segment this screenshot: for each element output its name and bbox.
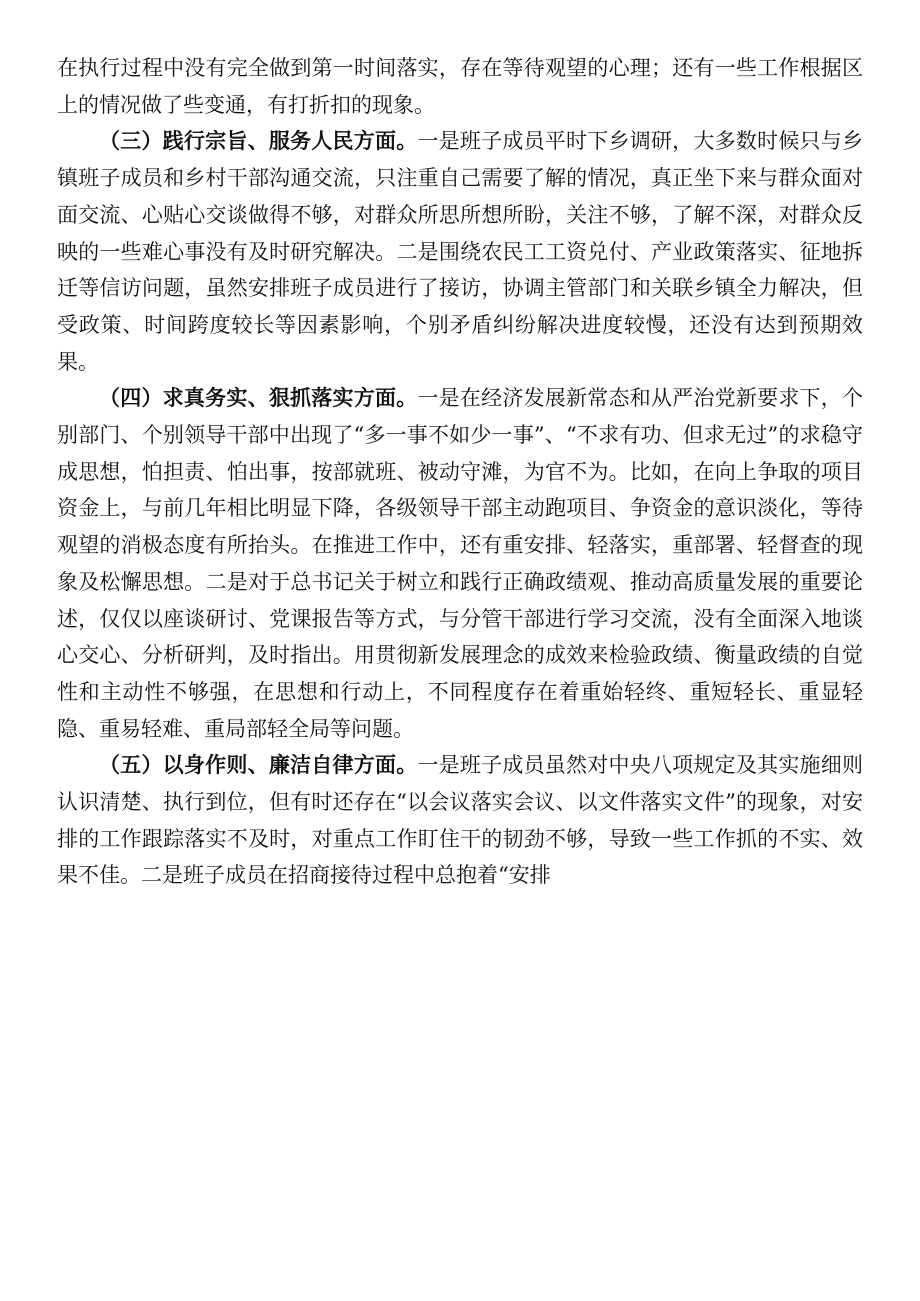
- paragraph-body: 一是班子成员平时下乡调研，大多数时候只与乡镇班子成员和乡村干部沟通交流，只注重自己需要了解的情况，真正坐下来与群众面对面交流、心贴心交谈做得不够，对群众所思所想所盼，关注不够，了解不深，对群众反映的一些难心事没有及时研究解决。二是围绕农民工工资兑付、产业政策落实、征地拆迁等信访问题，虽然安排班子成员进行了接访，协调主管部门和关联乡镇全力解决，但受政策、时间跨度较长等因素影响，个别矛盾纠纷解决进度较慢，还没有达到预期效果。: [57, 129, 864, 374]
- section-heading: （四）求真务实、狠抓落实方面。: [99, 385, 418, 411]
- paragraph-body: 一是在经济发展新常态和从严治党新要求下，个别部门、个别领导干部中出现了“多一事不如少一事”、“不求有功、但求无过”的求稳守成思想，怕担责、怕出事，按部就班、被动守滩，为官不为。比如，在向上争取的项目资金上，与前几年相比明显下降，各级领导干部主动跑项目、争资金的意识淡化，等待观望的消极态度有所抬头。在推进工作中，还有重安排、轻落实，重部署、轻督查的现象及松懈思想。二是对于总书记关于树立和践行正确政绩观、推动高质量发展的重要论述，仅仅以座谈研讨、党课报告等方式，与分管干部进行学习交流，没有全面深入地谈心交心、分析研判，及时指出。用贯彻新发展理念的成效来检验政绩、衡量政绩的自觉性和主动性不够强，在思想和行动上，不同程度存在着重始轻终、重短轻长、重显轻隐、重易轻难、重局部轻全局等问题。: [57, 386, 864, 741]
- section-heading: （五）以身作则、廉洁自律方面。: [99, 752, 418, 778]
- paragraph-section-5: [57, 747, 863, 894]
- paragraph-continuation: [57, 50, 863, 123]
- paragraph-body: 一是班子成员虽然对中央八项规定及其实施细则认识清楚、执行到位，但有时还存在“以会议落实会议、以文件落实文件”的现象，对安排的工作跟踪落实不及时，对重点工作盯住干的韧劲不够，导致一些工作抓的不实、效果不佳。二是班子成员在招商接待过程中总抱着“安排: [57, 753, 864, 888]
- section-heading: （三）践行宗旨、服务人民方面。: [99, 128, 418, 154]
- paragraph-section-3: [57, 123, 863, 380]
- paragraph-section-4: [57, 380, 863, 747]
- document-page: [57, 50, 863, 894]
- paragraph-body: 在执行过程中没有完全做到第一时间落实，存在等待观望的心理；还有一些工作根据区上的情况做了些变通，有打折扣的现象。: [57, 56, 863, 117]
